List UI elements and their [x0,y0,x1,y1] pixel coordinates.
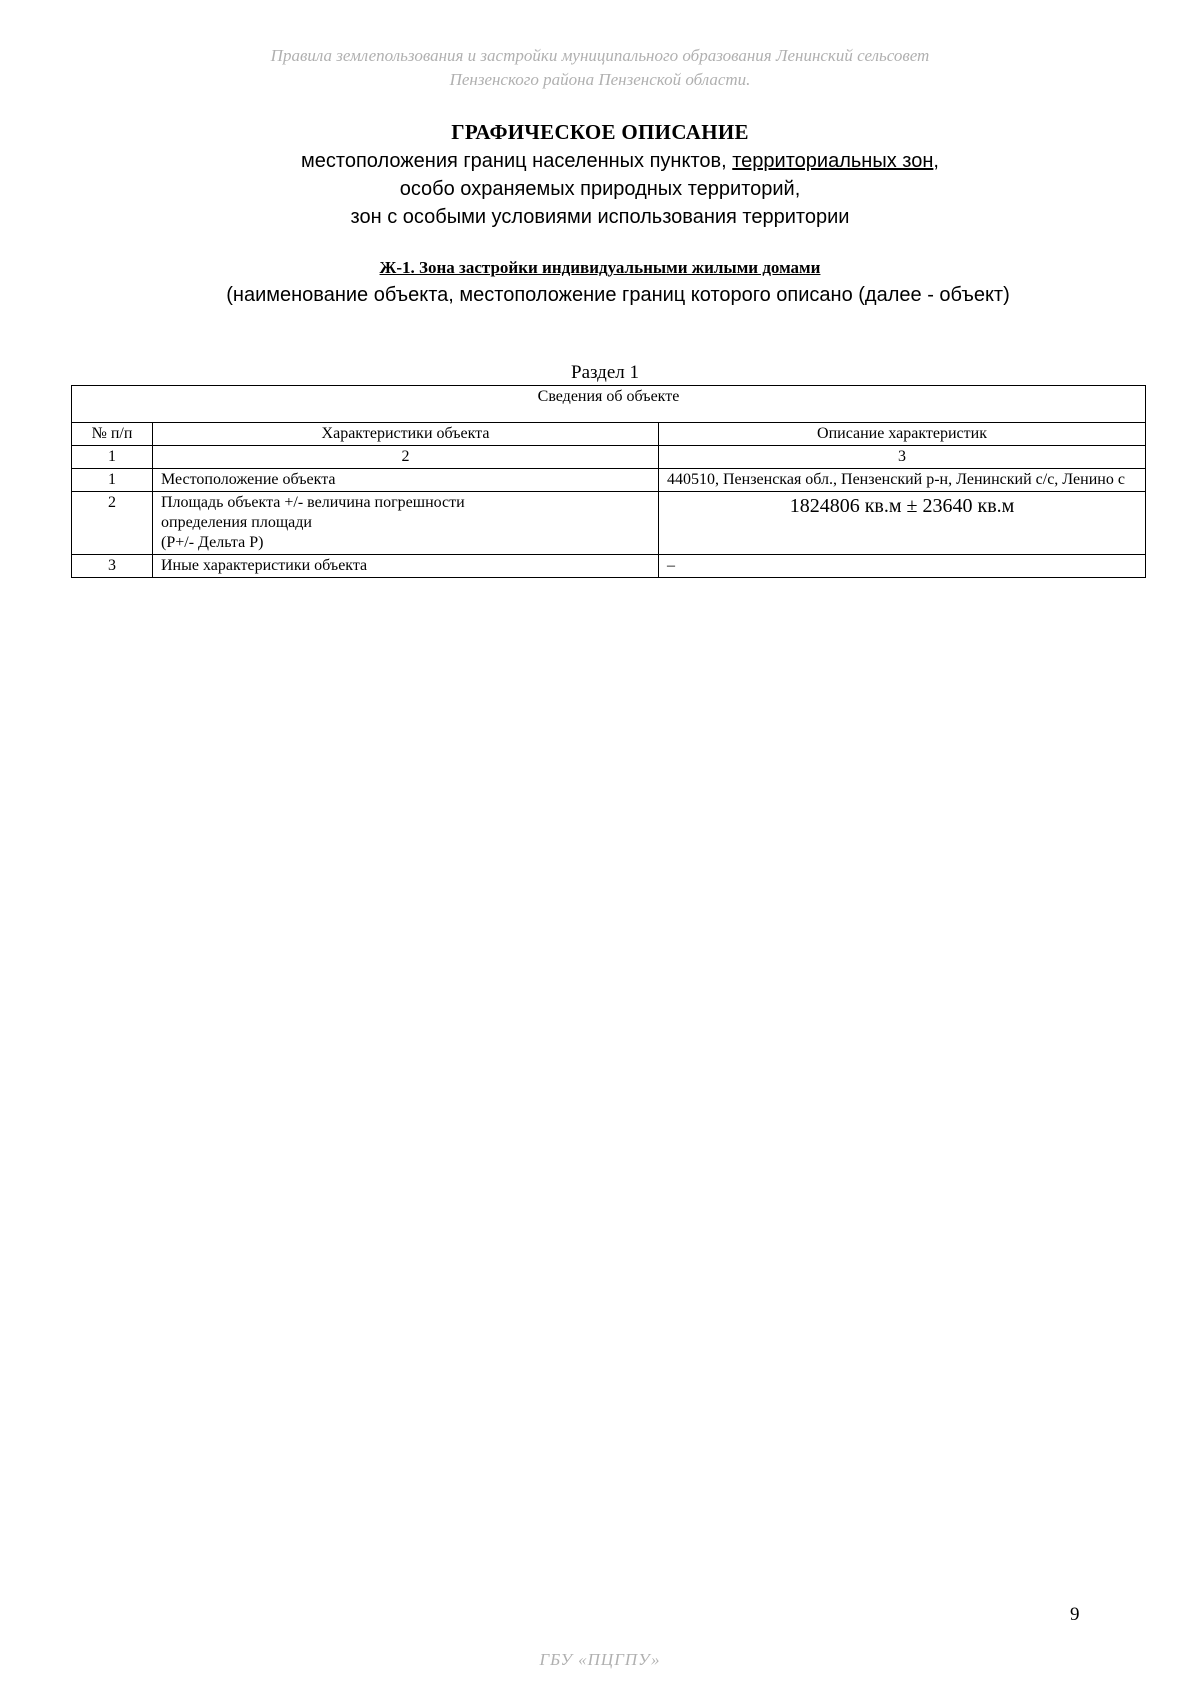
header-characteristic: Характеристики объекта [153,423,659,446]
zone-name: Ж-1. Зона застройки индивидуальными жилыми домами [379,258,821,277]
table-row [72,469,1146,492]
row-description: 440510, Пензенская обл., Пензенский р-н, Ленинский с/с, Ленино с [659,469,1146,492]
numbering-cell: 1 [72,446,153,469]
area-value: 1824806 кв.м ± 23640 кв.м [789,495,1015,517]
table-numbering-row [72,446,1146,469]
table-row [72,555,1146,578]
running-header [0,44,1200,92]
row-characteristic: Иные характеристики объекта [153,555,659,578]
running-footer: ГБУ «ПЦГПУ» [539,1650,661,1669]
header-description: Описание характеристик [659,423,1146,446]
table-title-row [72,386,1146,423]
row-num: 2 [72,492,153,555]
subtitle-line2: особо охраняемых природных территорий, [399,178,801,200]
object-info-table [71,385,1146,578]
subtitle-line1-start: местоположения границ населенных пунктов, [301,150,733,172]
header-num: № п/п [72,423,153,446]
row-characteristic: Местоположение объекта [153,469,659,492]
table-title: Сведения об объекте [72,386,1146,423]
row-characteristic [153,492,659,555]
row-characteristic-line: (P+/- Дельта P) [161,534,264,551]
subtitle-line3: зон с особыми условиями использования территории [350,206,850,228]
section-label: Раздел 1 [571,362,639,383]
row-num: 3 [72,555,153,578]
document-title: ГРАФИЧЕСКОЕ ОПИСАНИЕ [451,120,749,144]
running-header-line2: Пензенского района Пензенской области. [449,70,751,89]
numbering-cell: 3 [659,446,1146,469]
zone-caption: (наименование объекта, местоположение границ которого описано (далее - объект) [226,284,1010,306]
row-characteristic-line: Площадь объекта +/- величина погрешности [161,494,465,511]
subtitle-line1 [0,150,1200,173]
row-characteristic-line: определения площади [161,514,312,531]
page-number: 9 [1070,1604,1080,1625]
running-header-line1: Правила землепользования и застройки муниципального образования Ленинский сельсовет [270,46,930,65]
table-header-row [72,423,1146,446]
row-description: – [659,555,1146,578]
subtitle-line1-end: , [933,150,939,172]
row-num: 1 [72,469,153,492]
numbering-cell: 2 [153,446,659,469]
row-description [659,492,1146,555]
table-row [72,492,1146,555]
subtitle-line1-underlined: территориальных зон [732,150,934,172]
